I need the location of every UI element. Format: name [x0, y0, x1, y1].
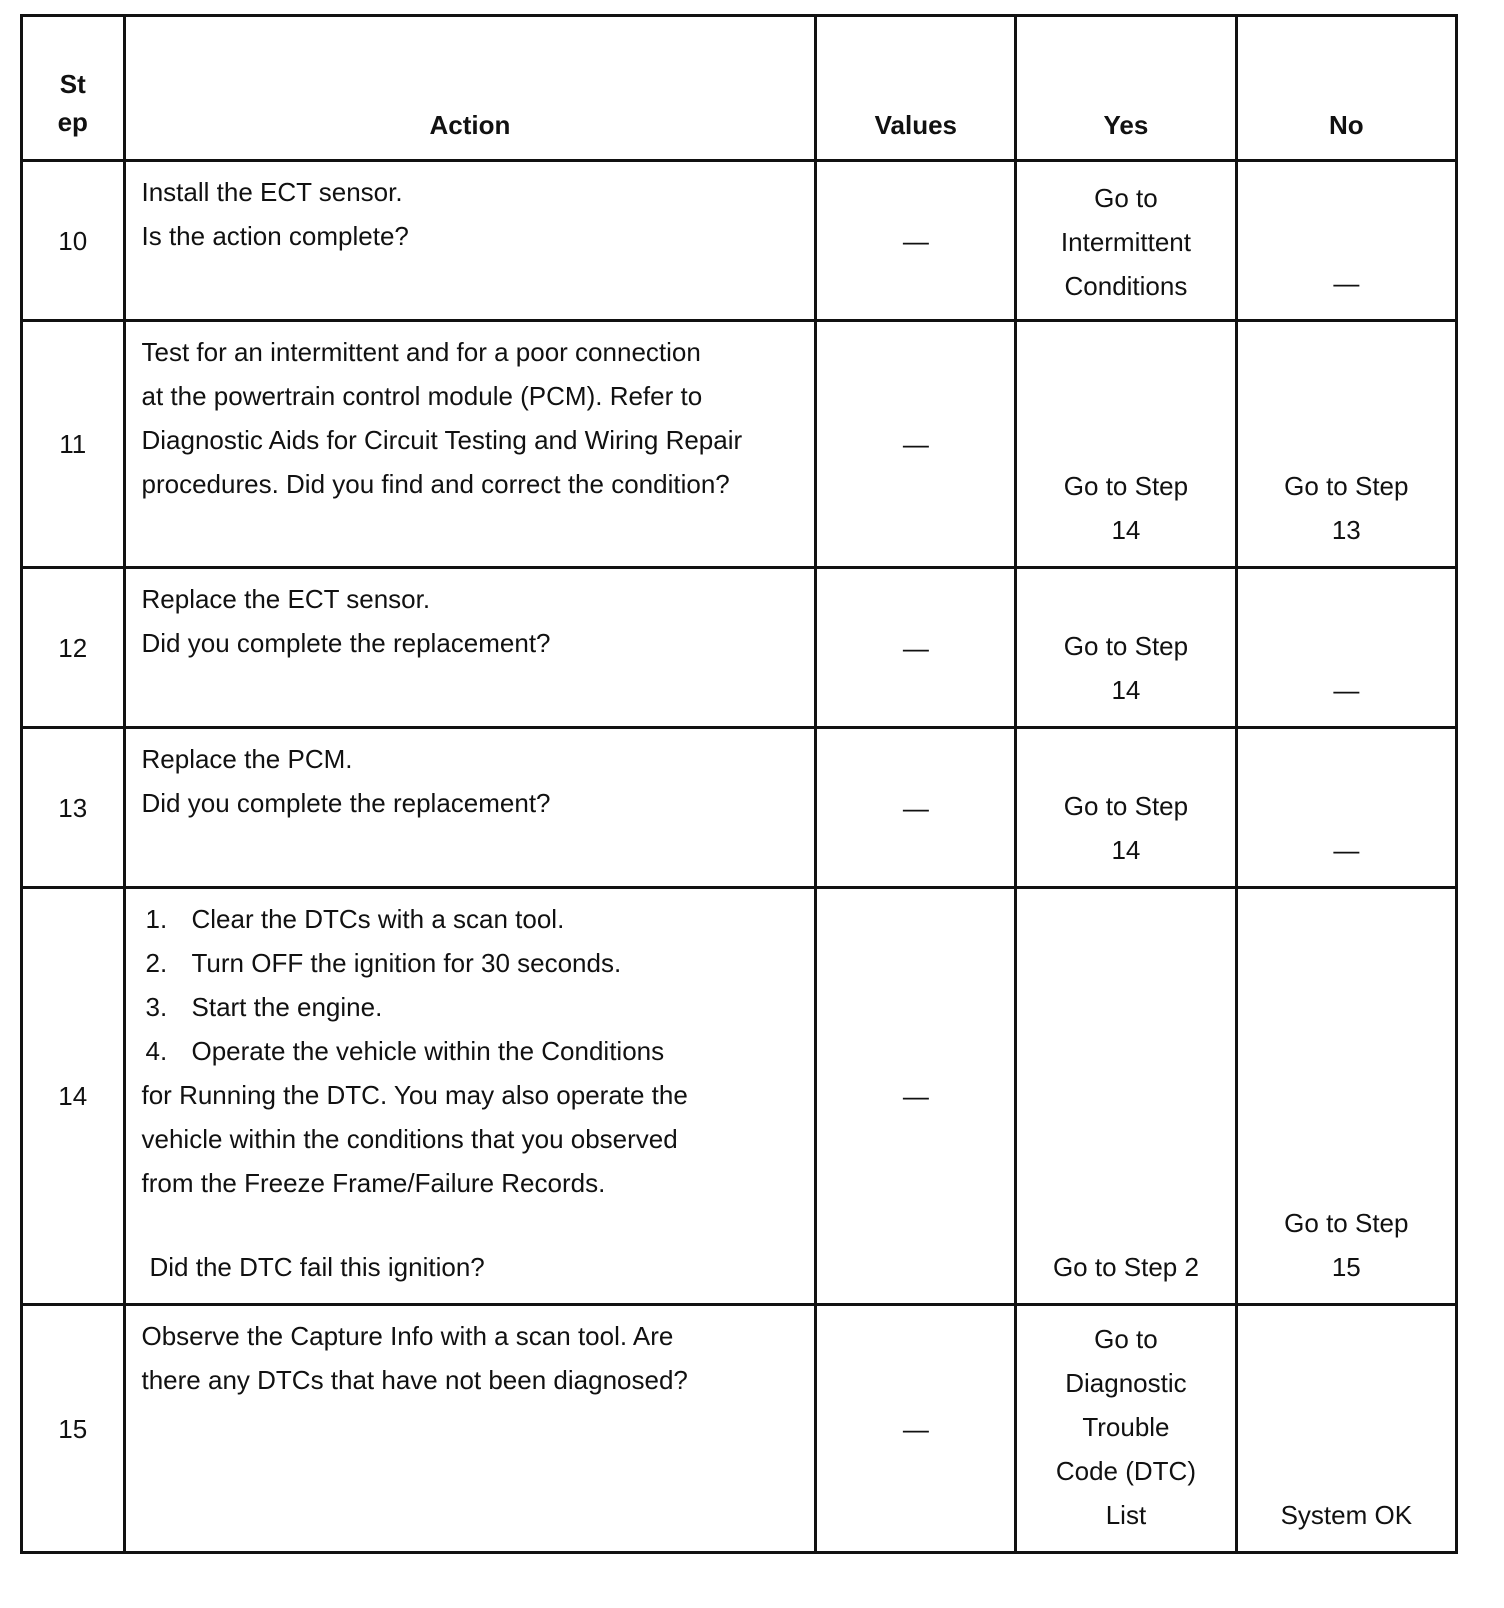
header-step: St ep	[22, 16, 125, 161]
header-action: Action	[124, 16, 816, 161]
action-cell: Install the ECT sensor. Is the action complete?	[124, 161, 816, 321]
procedure-list	[142, 897, 799, 1073]
no-cell: System OK	[1236, 1305, 1456, 1553]
action-cell: Observe the Capture Info with a scan tool. Are there any DTCs that have not been diagnosed?	[124, 1305, 816, 1553]
action-cell: Replace the ECT sensor. Did you complete the replacement?	[124, 568, 816, 728]
table-row	[22, 321, 1457, 568]
values-cell: —	[816, 1305, 1016, 1553]
step-number: 10	[22, 161, 125, 321]
table-row	[22, 1305, 1457, 1553]
question-text: Did the DTC fail this ignition?	[149, 1252, 485, 1282]
header-row	[22, 16, 1457, 161]
no-cell: —	[1236, 728, 1456, 888]
no-cell: Go to Step 15	[1236, 888, 1456, 1305]
values-cell: —	[816, 888, 1016, 1305]
action-cell: 1. Clear the DTCs with a scan tool. 2. Turn OFF the ignition for 30 seconds. 3. Start the engine. 4. Operate the vehicle within the Conditions for Running the DTC. You may also operate the vehicle within the conditions that you observed from the Freeze Frame/Failure Records. Did the DTC fail this ignition?	[124, 888, 816, 1305]
no-cell: —	[1236, 568, 1456, 728]
values-cell: —	[816, 161, 1016, 321]
step-number: 15	[22, 1305, 125, 1553]
values-cell: —	[816, 568, 1016, 728]
header-no: No	[1236, 16, 1456, 161]
list-item: 3. Start the engine.	[145, 992, 383, 1022]
list-item: 1. Clear the DTCs with a scan tool.	[145, 904, 565, 934]
header-yes: Yes	[1016, 16, 1236, 161]
yes-cell: Go to Step 14	[1016, 321, 1236, 568]
values-cell: —	[816, 321, 1016, 568]
yes-cell: Go to Intermittent Conditions	[1016, 161, 1236, 321]
diagnostic-table	[20, 14, 1458, 1554]
action-cell: Test for an intermittent and for a poor connection at the powertrain control module (PCM). Refer to Diagnostic Aids for Circuit Testing and Wiring Repair procedures. Did you find and correct the condition?	[124, 321, 816, 568]
step-number: 13	[22, 728, 125, 888]
step-number: 11	[22, 321, 125, 568]
header-values: Values	[816, 16, 1016, 161]
yes-cell: Go to Step 2	[1016, 888, 1236, 1305]
table-row	[22, 568, 1457, 728]
yes-cell: Go to Step 14	[1016, 728, 1236, 888]
table-row	[22, 728, 1457, 888]
yes-cell: Go to Diagnostic Trouble Code (DTC) List	[1016, 1305, 1236, 1553]
no-cell: Go to Step 13	[1236, 321, 1456, 568]
no-cell: —	[1236, 161, 1456, 321]
table-row	[22, 161, 1457, 321]
table-row	[22, 888, 1457, 1305]
action-cell: Replace the PCM. Did you complete the replacement?	[124, 728, 816, 888]
values-cell: —	[816, 728, 1016, 888]
yes-cell: Go to Step 14	[1016, 568, 1236, 728]
list-item: 2. Turn OFF the ignition for 30 seconds.	[145, 948, 622, 978]
step-number: 12	[22, 568, 125, 728]
step-number: 14	[22, 888, 125, 1305]
list-item: 4. Operate the vehicle within the Conditions	[145, 1036, 665, 1066]
